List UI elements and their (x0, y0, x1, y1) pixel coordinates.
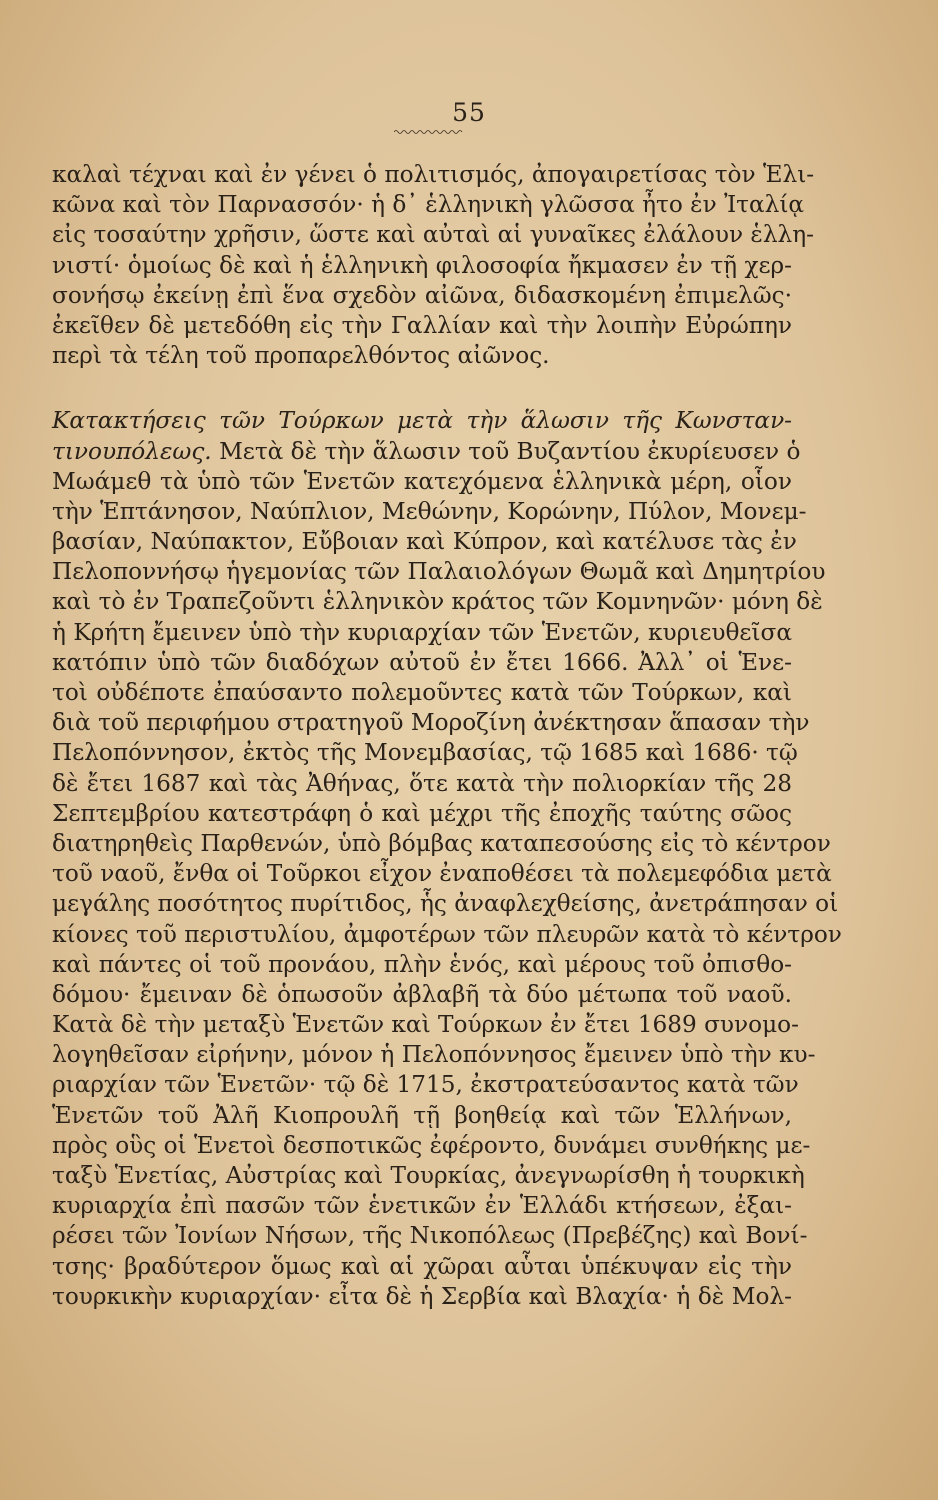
text-line: διὰ τοῦ περιφήμου στρατηγοῦ Μοροζίνη ἀνέκτησαν ἅπασαν τὴν (52, 709, 810, 737)
text-line: καὶ τὸ ἐν Τραπεζοῦντι ἑλληνικὸν κράτος τῶν Κομνηνῶν· μόνη δὲ (52, 588, 823, 616)
text-line: Κατὰ δὲ τὴν μεταξὺ Ἑνετῶν καὶ Τούρκων ἐν ἔτει 1689 συνομο- (52, 1011, 799, 1039)
text-line: κυριαρχία ἐπὶ πασῶν τῶν ἑνετικῶν ἐν Ἑλλάδι κτήσεων, ἐξαι- (52, 1192, 792, 1220)
text-line (52, 437, 801, 467)
text-line: περὶ τὰ τέλη τοῦ προπαρελθόντος αἰῶνος. (52, 342, 550, 370)
section-heading-continued: τινουπόλεως. (52, 437, 212, 465)
ornament-divider (394, 128, 464, 136)
text-line: καλαὶ τέχναι καὶ ἐν γένει ὁ πολιτισμός, ἀπογαιρετίσας τὸν Ἑλι- (52, 161, 815, 188)
text-line (52, 406, 792, 436)
text-line: Σεπτεμβρίου κατεστράφη ὁ καὶ μέχρι τῆς ἐποχῆς ταύτης σῶος (52, 799, 792, 827)
text-line: Πελοποννήσῳ ἡγεμονίας τῶν Παλαιολόγων Θωμᾶ καὶ Δημητρίου (52, 558, 826, 586)
text-line: λογηθεῖσαν εἰρήνην, μόνον ἡ Πελοπόννησος ἔμεινεν ὑπὸ τὴν κυ- (52, 1041, 816, 1069)
text-line: ριαρχίαν τῶν Ἑνετῶν· τῷ δὲ 1715, ἐκστρατεύσαντος κατὰ τῶν (52, 1071, 799, 1099)
text-line: σονήσῳ ἐκείνῃ ἐπὶ ἕνα σχεδὸν αἰῶνα, διδασκομένη ἐπιμελῶς· (52, 281, 792, 309)
text-line: πρὸς οὓς οἱ Ἑνετοὶ δεσποτικῶς ἐφέροντο, δυνάμει συνθήκης με- (52, 1131, 811, 1159)
text-line: τὴν Ἑπτάνησον, Ναύπλιον, Μεθώνην, Κορώνην, Πύλον, Μονεμ- (52, 497, 807, 525)
text-line: νιστί· ὁμοίως δὲ καὶ ἡ ἑλληνικὴ φιλοσοφία ἤκμασεν ἐν τῇ χερ- (52, 251, 792, 279)
text-line: μεγάλης ποσότητος πυρίτιδος, ἧς ἀναφλεχθείσης, ἀνετράπησαν οἱ (52, 890, 839, 918)
text-line: ἡ Κρήτη ἔμεινεν ὑπὸ τὴν κυριαρχίαν τῶν Ἑνετῶν, κυριευθεῖσα (52, 618, 792, 646)
text-line: βασίαν, Ναύπακτον, Εὔβοιαν καὶ Κύπρον, καὶ κατέλυσε τὰς ἐν (52, 528, 797, 556)
text-line: δόμου· ἔμειναν δὲ ὁπωσοῦν ἀβλαβῆ τὰ δύο μέτωπα τοῦ ναοῦ. (52, 980, 792, 1008)
paragraph-1 (52, 160, 815, 371)
text-line: τουρκικὴν κυριαρχίαν· εἶτα δὲ ἡ Σερβία καὶ Βλαχία· ἡ δὲ Μολ- (52, 1282, 792, 1310)
text-line: κῶνα καὶ τὸν Παρνασσόν· ἡ δ᾽ ἑλληνικὴ γλῶσσα ἦτο ἐν Ἰταλίᾳ (52, 191, 805, 219)
page-number: 55 (452, 98, 486, 127)
text-line: δὲ ἔτει 1687 καὶ τὰς Ἀθήνας, ὅτε κατὰ τὴν πολιορκίαν τῆς 28 (52, 769, 792, 797)
text-line: καὶ πάντες οἱ τοῦ προνάου, πλὴν ἑνός, καὶ μέρους τοῦ ὀπισθο- (52, 950, 792, 978)
text-line: τοῦ ναοῦ, ἔνθα οἱ Τοῦρκοι εἶχον ἐναποθέσει τὰ πολεμεφόδια μετὰ (52, 860, 832, 888)
body-text (52, 160, 842, 1312)
section-heading: Κατακτήσεις τῶν Τούρκων μετὰ τὴν ἅλωσιν τῆς Κωνσταν- (52, 407, 792, 435)
paragraph-2-first-line: Μετὰ δὲ τὴν ἅλωσιν τοῦ Βυζαντίου ἐκυρίευσεν ὁ (219, 437, 801, 465)
text-line: ταξὺ Ἑνετίας, Αὐστρίας καὶ Τουρκίας, ἀνεγνωρίσθη ἡ τουρκικὴ (52, 1162, 805, 1189)
text-line: κατόπιν ὑπὸ τῶν διαδόχων αὐτοῦ ἐν ἔτει 1666. Ἀλλ᾽ οἱ Ἑνε- (52, 648, 792, 676)
text-line: κίονες τοῦ περιστυλίου, ἀμφοτέρων τῶν πλευρῶν κατὰ τὸ κέντρον (52, 920, 842, 948)
text-line: ρέσει τῶν Ἰονίων Νήσων, τῆς Νικοπόλεως (Πρεβέζης) καὶ Βονί- (52, 1222, 808, 1250)
text-line: Ἑνετῶν τοῦ Ἀλῆ Κιοπρουλῆ τῇ βοηθείᾳ καὶ τῶν Ἑλλήνων, (52, 1101, 792, 1129)
text-line: Μωάμεθ τὰ ὑπὸ τῶν Ἑνετῶν κατεχόμενα ἑλληνικὰ μέρη, οἷον (52, 467, 792, 495)
text-line: διατηρηθεὶς Παρθενών, ὑπὸ βόμβας καταπεσούσης εἰς τὸ κέντρον (52, 829, 831, 857)
paragraph-2 (52, 467, 842, 1312)
text-line: Πελοπόννησον, ἐκτὸς τῆς Μονεμβασίας, τῷ 1685 καὶ 1686· τῷ (52, 739, 798, 767)
text-line: τσης· βραδύτερον ὅμως καὶ αἱ χῶραι αὗται ὑπέκυψαν εἰς τὴν (52, 1252, 792, 1280)
text-line: εἰς τοσαύτην χρῆσιν, ὥστε καὶ αὐταὶ αἱ γυναῖκες ἐλάλουν ἑλλη- (52, 221, 814, 249)
text-line: ἐκεῖθεν δὲ μετεδόθη εἰς τὴν Γαλλίαν καὶ τὴν λοιπὴν Εὐρώπην (52, 311, 792, 339)
text-line: τοὶ οὐδέποτε ἐπαύσαντο πολεμοῦντες κατὰ τῶν Τούρκων, καὶ (52, 679, 792, 706)
